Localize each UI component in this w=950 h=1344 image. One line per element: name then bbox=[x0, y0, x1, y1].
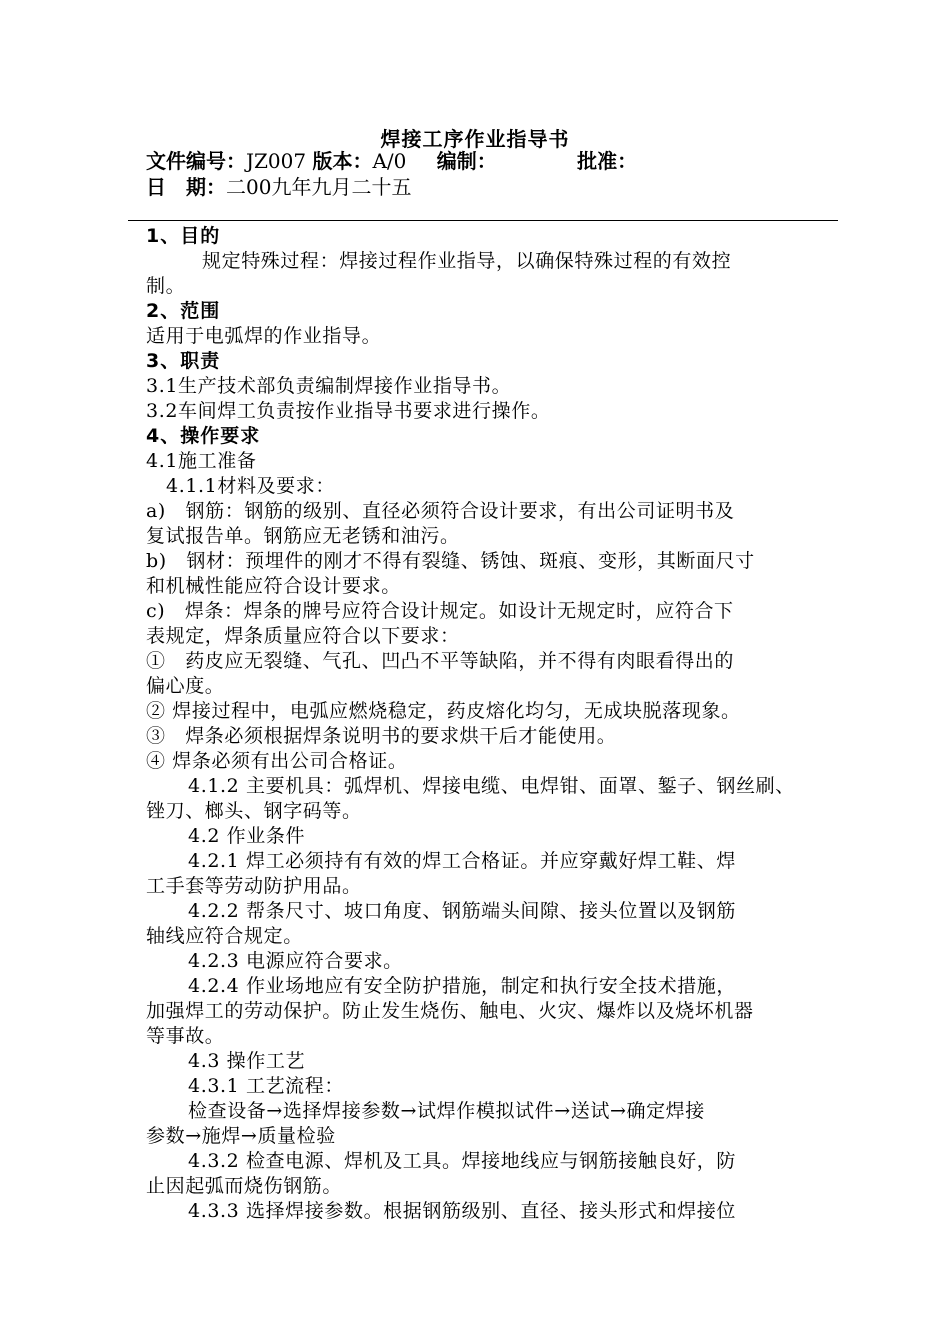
body-line: 4.1.1材料及要求： bbox=[166, 475, 335, 497]
body-line: 4.3 操作工艺 bbox=[188, 1050, 306, 1072]
version-label: 版本： bbox=[312, 149, 373, 173]
header-divider bbox=[128, 220, 838, 221]
section-heading: 1、目的 bbox=[146, 225, 221, 247]
body-line: 4.2.3 电源应符合要求。 bbox=[188, 950, 403, 972]
date-label: 日 期： bbox=[146, 175, 226, 199]
body-line: 4.1.2 主要机具：弧焊机、焊接电缆、电焊钳、面罩、錾子、钢丝刷、 bbox=[188, 775, 795, 797]
document-meta-row-2 bbox=[146, 175, 411, 199]
section-heading: 3、职责 bbox=[146, 350, 221, 372]
body-line: 表规定，焊条质量应符合以下要求： bbox=[146, 625, 460, 647]
document-meta-row-1 bbox=[146, 149, 637, 173]
body-line: 4.2.4 作业场地应有安全防护措施，制定和执行安全技术措施， bbox=[188, 975, 736, 997]
section-heading: 2、范围 bbox=[146, 300, 221, 322]
body-line: 工手套等劳动防护用品。 bbox=[146, 875, 362, 897]
body-line: 3.2车间焊工负责按作业指导书要求进行操作。 bbox=[146, 400, 551, 422]
document-body bbox=[146, 224, 826, 1224]
body-line: ② 焊接过程中，电弧应燃烧稳定，药皮熔化均匀，无成块脱落现象。 bbox=[146, 700, 741, 722]
body-line: ① 药皮应无裂缝、气孔、凹凸不平等缺陷，并不得有肉眼看得出的 bbox=[146, 650, 735, 672]
body-line: 和机械性能应符合设计要求。 bbox=[146, 575, 401, 597]
body-line: 规定特殊过程：焊接过程作业指导，以确保特殊过程的有效控 bbox=[202, 250, 732, 272]
body-line: 3.1生产技术部负责编制焊接作业指导书。 bbox=[146, 375, 512, 397]
body-line: 4.2.1 焊工必须持有有效的焊工合格证。并应穿戴好焊工鞋、焊 bbox=[188, 850, 736, 872]
document-title: 焊接工序作业指导书 bbox=[380, 127, 570, 151]
body-line: 4.3.3 选择焊接参数。根据钢筋级别、直径、接头形式和焊接位 bbox=[188, 1200, 736, 1222]
body-line: 适用于电弧焊的作业指导。 bbox=[146, 325, 382, 347]
body-line: 复试报告单。钢筋应无老锈和油污。 bbox=[146, 525, 460, 547]
body-line: b) 钢材：预埋件的刚才不得有裂缝、锈蚀、斑痕、变形，其断面尺寸 bbox=[146, 550, 755, 572]
body-line: 4.2.2 帮条尺寸、坡口角度、钢筋端头间隙、接头位置以及钢筋 bbox=[188, 900, 736, 922]
body-line: 4.1施工准备 bbox=[146, 450, 257, 472]
body-line: ④ 焊条必须有出公司合格证。 bbox=[146, 750, 408, 772]
body-line: 等事故。 bbox=[146, 1025, 225, 1047]
approver-label: 批准： bbox=[577, 149, 638, 173]
body-line: 制。 bbox=[146, 275, 186, 297]
file-no-label: 文件编号： bbox=[146, 149, 246, 173]
body-line: 轴线应符合规定。 bbox=[146, 925, 303, 947]
body-line: 止因起弧而烧伤钢筋。 bbox=[146, 1175, 343, 1197]
version-value: A/0 bbox=[372, 149, 407, 173]
body-line: 参数→施焊→质量检验 bbox=[146, 1125, 336, 1147]
body-line: 锉刀、榔头、钢字码等。 bbox=[146, 800, 362, 822]
body-line: 4.3.2 检查电源、焊机及工具。焊接地线应与钢筋接触良好，防 bbox=[188, 1150, 736, 1172]
section-heading: 4、操作要求 bbox=[146, 425, 261, 447]
date-value: 二00九年九月二十五 bbox=[226, 175, 412, 199]
body-line: 偏心度。 bbox=[146, 675, 225, 697]
body-line: 加强焊工的劳动保护。防止发生烧伤、触电、火灾、爆炸以及烧坏机器 bbox=[146, 1000, 754, 1022]
file-no-value: JZ007 bbox=[246, 149, 307, 173]
body-line: c) 焊条：焊条的牌号应符合设计规定。如设计无规定时，应符合下 bbox=[146, 600, 734, 622]
body-line: 4.2 作业条件 bbox=[188, 825, 306, 847]
body-line: a) 钢筋：钢筋的级别、直径必须符合设计要求，有出公司证明书及 bbox=[146, 500, 735, 522]
body-line: 检查设备→选择焊接参数→试焊作模拟试件→送试→确定焊接 bbox=[188, 1100, 705, 1122]
body-line: ③ 焊条必须根据焊条说明书的要求烘干后才能使用。 bbox=[146, 725, 617, 747]
editor-label: 编制： bbox=[436, 149, 497, 173]
body-line: 4.3.1 工艺流程： bbox=[188, 1075, 344, 1097]
